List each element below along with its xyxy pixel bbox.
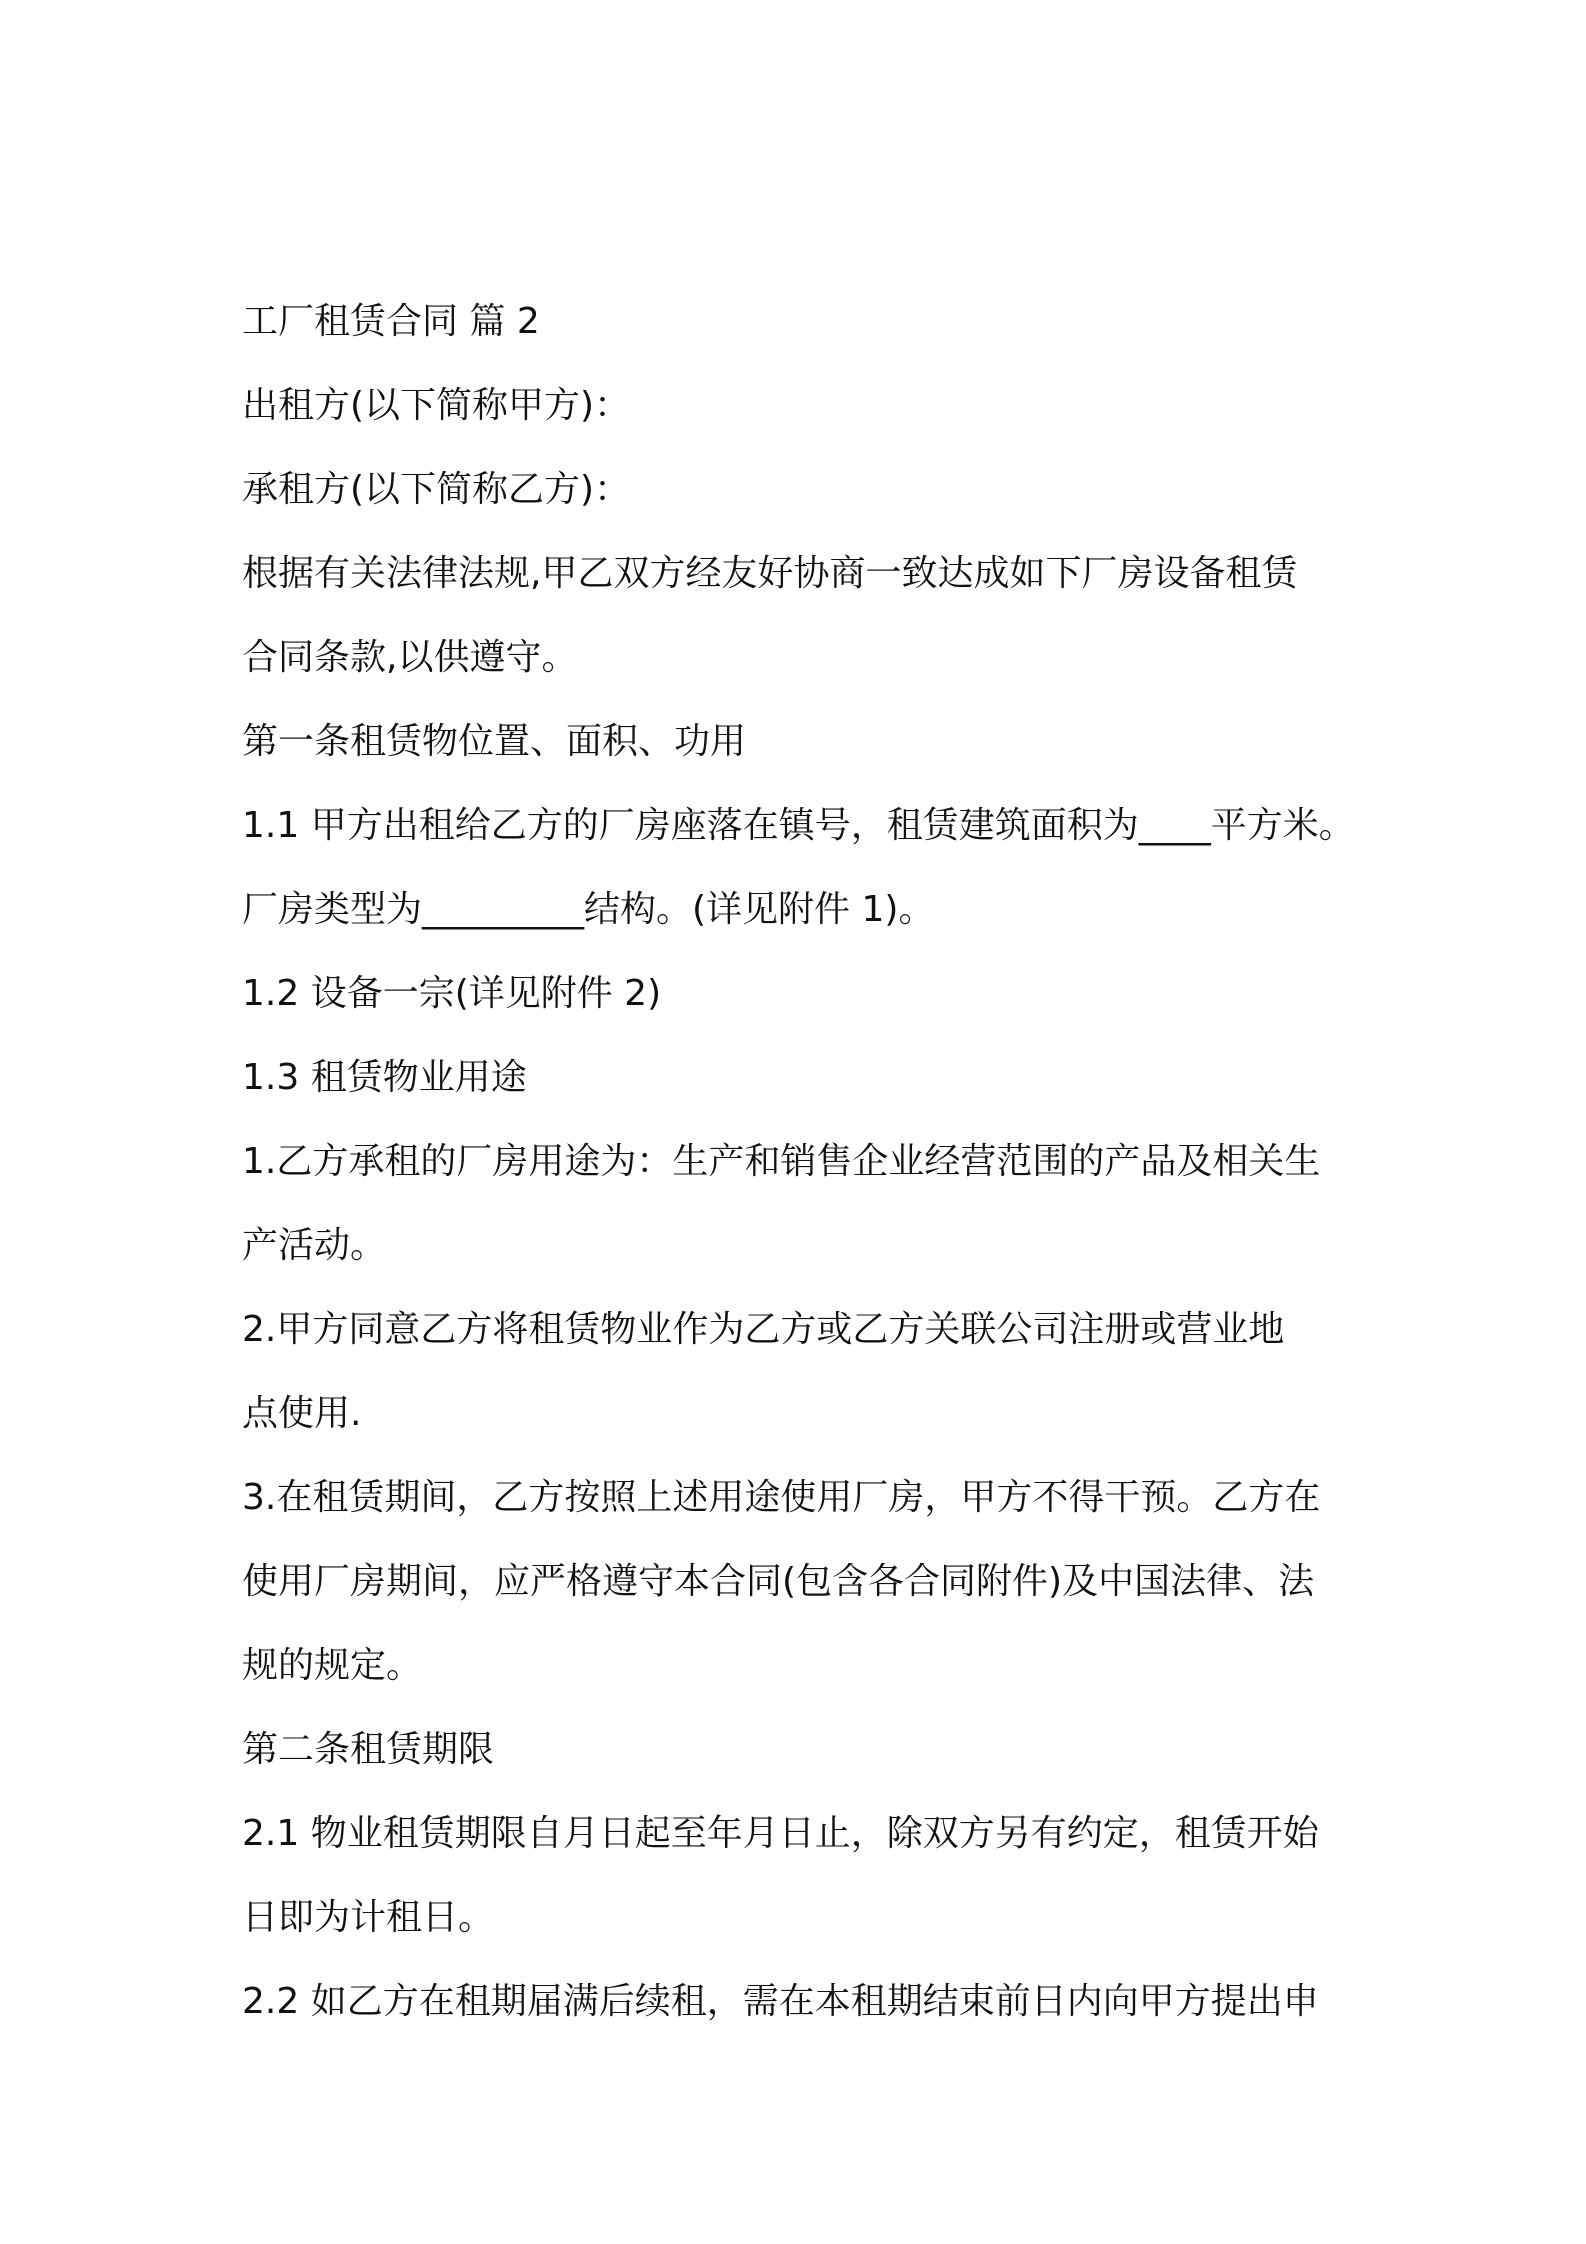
- item-2-line-2: 点使用.: [242, 1393, 362, 1434]
- item-3-line-1: 3.在租赁期间，乙方按照上述用途使用厂房，甲方不得干预。乙方在: [242, 1477, 1321, 1518]
- clause-2-1-line-2: 日即为计租日。: [242, 1897, 495, 1938]
- article-2-heading: 第二条租赁期限: [242, 1729, 495, 1770]
- clause-1-3: 1.3 租赁物业用途: [242, 1057, 527, 1098]
- item-3-line-2: 使用厂房期间，应严格遵守本合同(包含各合同附件)及中国法律、法: [242, 1561, 1315, 1602]
- document-title: 工厂租赁合同 篇 2: [242, 301, 540, 342]
- item-3-line-3: 规的规定。: [242, 1645, 423, 1686]
- article-1-heading: 第一条租赁物位置、面积、功用: [242, 721, 747, 762]
- contract-body: [242, 280, 1402, 2044]
- lessee-line: 承租方(以下简称乙方)：: [242, 469, 631, 510]
- clause-1-1-line-2: 厂房类型为_________结构。(详见附件 1)。: [242, 889, 935, 930]
- preamble-line-1: 根据有关法律法规,甲乙双方经友好协商一致达成如下厂房设备租赁: [242, 553, 1298, 594]
- item-2-line-1: 2.甲方同意乙方将租赁物业作为乙方或乙方关联公司注册或营业地: [242, 1309, 1285, 1350]
- clause-2-1-line-1: 2.1 物业租赁期限自月日起至年月日止，除双方另有约定，租赁开始: [242, 1813, 1319, 1854]
- item-1-line-1: 1.乙方承租的厂房用途为：生产和销售企业经营范围的产品及相关生: [242, 1141, 1321, 1182]
- preamble-line-2: 合同条款,以供遵守。: [242, 637, 578, 678]
- item-1-line-2: 产活动。: [242, 1225, 387, 1266]
- clause-1-2: 1.2 设备一宗(详见附件 2): [242, 973, 662, 1014]
- lessor-line: 出租方(以下简称甲方)：: [242, 385, 631, 426]
- clause-2-2-line-1: 2.2 如乙方在租期届满后续租，需在本租期结束前日内向甲方提出申: [242, 1981, 1319, 2022]
- clause-1-1-line-1: 1.1 甲方出租给乙方的厂房座落在镇号，租赁建筑面积为____平方米。: [242, 805, 1355, 846]
